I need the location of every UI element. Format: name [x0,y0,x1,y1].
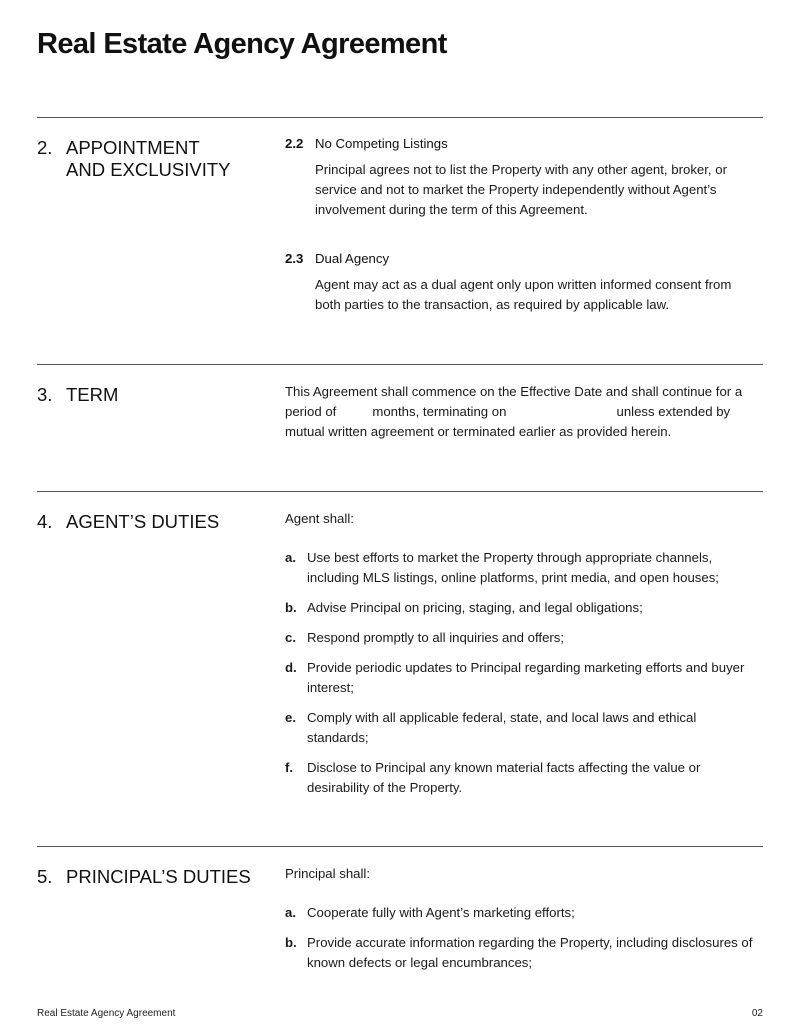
list-item-label: d. [285,660,297,675]
list-item [285,598,763,618]
list-item-text: Comply with all applicable federal, state, and local laws and ethical standards; [307,710,697,745]
list-item-text: Disclose to Principal any known material facts affecting the value or desirability of the Property. [307,760,701,795]
term-period-label: period of [285,404,337,419]
list-item-label: c. [285,630,296,645]
footer-document-name: Real Estate Agency Agreement [37,1008,176,1019]
term-terminating-label: months, terminating on [372,404,507,419]
subsection-title: No Competing Listings [315,136,448,151]
subsection-2-2-heading [285,134,448,154]
list-item-label: b. [285,600,297,615]
section-number: 4. [37,511,53,532]
section-title: TERM [66,384,119,405]
subsection-2-3-heading [285,249,389,269]
term-text-line-1: This Agreement shall commence on the Effective Date and shall continue for a [285,384,743,399]
principal-duties-lead: Principal shall: [285,866,371,881]
section-number: 5. [37,866,53,887]
document-title: Real Estate Agency Agreement [37,28,447,60]
list-item-text: Use best efforts to market the Property through appropriate channels, including MLS listings, online platforms, print media, and open houses; [307,550,719,585]
list-item-text: Cooperate fully with Agent’s marketing efforts; [307,905,575,920]
list-item-text: Provide periodic updates to Principal regarding marketing efforts and buyer interest; [307,660,745,695]
list-item-text: Provide accurate information regarding the Property, including disclosures of known defects or legal encumbrances; [307,935,753,970]
term-text-line-2 [285,402,730,422]
list-item-text: Advise Principal on pricing, staging, and legal obligations; [307,600,643,615]
section-divider [37,846,763,847]
list-item [285,658,763,698]
list-item-text: Respond promptly to all inquiries and offers; [307,630,565,645]
list-item [285,548,763,588]
section-divider [37,491,763,492]
list-item-label: f. [285,760,294,775]
subsection-2-2-text: Principal agrees not to list the Property with any other agent, broker, or service and not to market the Property independently without Agent’s involvement during the term of this Agreement. [315,162,727,217]
agent-duties-lead: Agent shall: [285,511,354,526]
term-extension-label: unless extended by [616,404,731,419]
subsection-title: Dual Agency [315,251,390,266]
list-item [285,628,763,648]
section-divider [37,117,763,118]
list-item [285,933,763,973]
section-divider [37,364,763,365]
section-title: PRINCIPAL’S DUTIES [66,866,251,887]
subsection-number: 2.2 [285,136,304,151]
section-2-heading [37,135,277,185]
section-number: 2. [37,137,53,158]
section-title-line-1: APPOINTMENT [66,137,200,158]
section-title: AGENT’S DUTIES [66,511,220,532]
section-5-heading [37,864,277,889]
term-text-line-3: mutual written agreement or terminated earlier as provided herein. [285,424,672,439]
list-item-label: b. [285,935,297,950]
section-4-heading [37,509,277,534]
subsection-2-3-text: Agent may act as a dual agent only upon written informed consent from both parties to the transaction, as required by applicable law. [315,277,732,312]
subsection-number: 2.3 [285,251,304,266]
list-item [285,903,763,923]
list-item-label: a. [285,905,296,920]
footer-page-number: 02 [751,1008,763,1019]
list-item [285,758,715,798]
list-item [285,708,715,748]
list-item-label: a. [285,550,296,565]
list-item-label: e. [285,710,296,725]
section-number: 3. [37,384,53,405]
section-3-heading [37,382,277,407]
section-title-line-2: AND EXCLUSIVITY [66,159,231,180]
